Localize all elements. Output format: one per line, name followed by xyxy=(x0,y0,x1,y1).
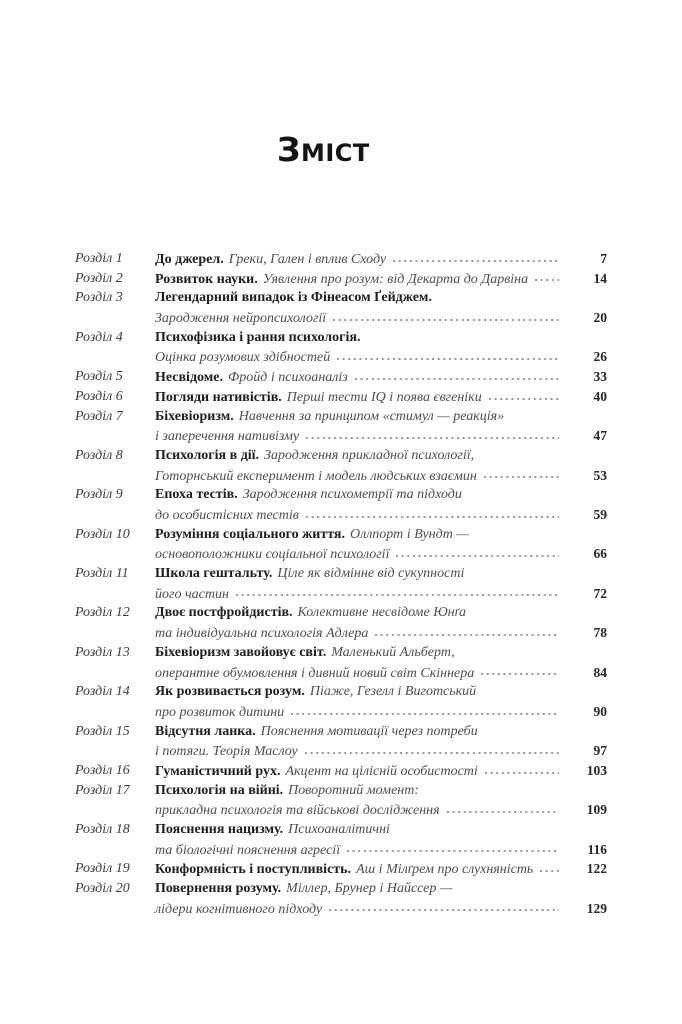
toc-line xyxy=(155,761,607,781)
chapter-label: Розділ 6 xyxy=(75,388,123,404)
chapter-label: Розділ 12 xyxy=(75,605,130,621)
page-number: 116 xyxy=(587,841,607,857)
toc-entry xyxy=(75,269,607,289)
dot-leader xyxy=(484,466,559,486)
toc-line xyxy=(155,426,607,446)
dot-leader xyxy=(333,308,559,328)
toc-entry xyxy=(75,446,607,485)
toc-line xyxy=(155,466,607,486)
toc-line xyxy=(155,308,607,328)
chapter-subtitle: до особистісних тестів xyxy=(155,508,299,523)
toc-entry xyxy=(75,387,607,407)
dot-leader xyxy=(447,800,559,820)
chapter-title: Психофізика і рання психологія. xyxy=(155,329,361,345)
chapter-label: Розділ 5 xyxy=(75,369,123,385)
toc-entry xyxy=(75,564,607,603)
chapter-subtitle: Колективне несвідоме Юнґа xyxy=(297,605,466,621)
chapter-title: Біхевіоризм. xyxy=(155,408,234,424)
chapter-title: Відсутня ланка. xyxy=(155,723,256,739)
chapter-subtitle: Оцінка розумових здібностей xyxy=(155,350,331,366)
toc-line xyxy=(155,663,607,683)
chapter-subtitle: Оллпорт і Вундт — xyxy=(349,526,469,542)
toc-entry-content xyxy=(155,288,607,327)
toc-line xyxy=(155,564,607,584)
chapter-title: Психологія на війні. xyxy=(155,782,284,798)
chapter-label: Розділ 2 xyxy=(75,270,123,286)
dot-leader xyxy=(393,249,559,269)
chapter-subtitle: Перші тести IQ і поява євгеніки xyxy=(286,389,482,405)
chapter-subtitle: Ціле як відмінне від сукупності xyxy=(277,566,465,582)
chapter-subtitle: його частин xyxy=(155,586,229,602)
chapter-subtitle: Піаже, Гезелл і Виготський xyxy=(309,684,477,700)
page-number: 78 xyxy=(593,625,607,641)
toc-line xyxy=(155,485,607,505)
toc-entry-content xyxy=(155,269,607,289)
chapter-subtitle: Зародження нейропсихології xyxy=(155,311,327,327)
page-number: 7 xyxy=(600,251,607,266)
dot-leader xyxy=(337,347,559,367)
toc-entry xyxy=(75,682,607,721)
toc-line xyxy=(155,643,607,663)
toc-entry-content xyxy=(155,564,607,603)
toc-line xyxy=(155,446,607,466)
toc-line xyxy=(155,722,607,742)
toc-line xyxy=(155,544,607,564)
chapter-title: Психологія в дії. xyxy=(155,447,260,463)
page-number: 14 xyxy=(593,270,607,286)
toc-list xyxy=(75,249,607,918)
toc-entry xyxy=(75,525,607,564)
toc-line xyxy=(155,249,607,269)
chapter-title: Легендарний випадок із Фінеасом Ґейджем. xyxy=(155,290,432,306)
toc-line xyxy=(155,525,607,545)
chapter-subtitle: Акцент на цілісній особистості xyxy=(285,763,478,779)
toc-line xyxy=(155,879,607,899)
toc-line xyxy=(155,623,607,643)
toc-line xyxy=(155,781,607,801)
toc-entry xyxy=(75,288,607,327)
toc-line xyxy=(155,899,607,919)
chapter-label: Розділ 14 xyxy=(75,684,130,700)
toc-line xyxy=(155,800,607,820)
toc-entry-content xyxy=(155,722,607,761)
dot-leader xyxy=(535,269,559,289)
chapter-label: Розділ 19 xyxy=(75,861,130,877)
chapter-title: Погляди нативістів. xyxy=(155,389,282,405)
dot-leader xyxy=(291,702,559,722)
chapter-label: Розділ 8 xyxy=(75,447,123,463)
page-title: ЗМІСТ xyxy=(277,130,370,169)
page-number: 97 xyxy=(593,743,607,759)
page-number: 103 xyxy=(586,762,607,778)
toc-entry-content xyxy=(155,387,607,407)
toc-line xyxy=(155,584,607,604)
page-number: 84 xyxy=(593,664,607,680)
toc-entry xyxy=(75,781,607,820)
toc-line xyxy=(155,328,607,348)
chapter-subtitle: Готорнський експеримент і модель людських взаємин xyxy=(155,468,477,484)
chapter-subtitle: Психоаналітичні xyxy=(288,822,390,838)
dot-leader xyxy=(481,663,559,683)
toc-line xyxy=(155,407,607,427)
chapter-subtitle: Маленький Альберт, xyxy=(331,644,455,660)
chapter-subtitle: і потяги. Теорія Маслоу xyxy=(155,744,298,760)
chapter-label: Розділ 4 xyxy=(75,329,123,345)
toc-line xyxy=(155,741,607,761)
toc-entry xyxy=(75,879,607,918)
chapter-subtitle: основоположники соціальної психології xyxy=(155,547,390,563)
dot-leader xyxy=(489,387,559,407)
page-number: 66 xyxy=(593,546,607,562)
toc-entry-content xyxy=(155,682,607,721)
toc-entry-content xyxy=(155,525,607,564)
chapter-subtitle: лідери когнітивного підходу xyxy=(155,901,323,917)
chapter-title: До джерел. xyxy=(155,252,224,267)
chapter-title: Школа гештальту. xyxy=(155,566,273,582)
chapter-label: Розділ 3 xyxy=(75,290,123,306)
page-number: 26 xyxy=(593,349,607,365)
toc-line xyxy=(155,387,607,407)
dot-leader xyxy=(396,544,559,564)
chapter-subtitle: Навчення за принципом «стимул — реакція» xyxy=(238,408,505,424)
toc-entry-content xyxy=(155,643,607,682)
dot-leader xyxy=(305,741,559,761)
chapter-subtitle: і заперечення нативізму xyxy=(155,429,300,445)
dot-leader xyxy=(375,623,559,643)
dot-leader xyxy=(236,584,559,604)
page-number: 129 xyxy=(586,900,607,916)
chapter-title: Як розвивається розум. xyxy=(155,684,305,700)
chapter-subtitle: прикладна психологія та військові дослідження xyxy=(155,803,440,819)
toc-entry xyxy=(75,859,607,879)
toc-entry xyxy=(75,407,607,446)
toc-entry xyxy=(75,722,607,761)
dot-leader xyxy=(306,426,559,446)
chapter-label: Розділ 11 xyxy=(75,566,129,582)
chapter-subtitle: про розвиток дитини xyxy=(155,704,285,720)
chapter-title: Несвідоме. xyxy=(155,370,224,386)
page-number: 109 xyxy=(586,802,607,818)
page-number: 122 xyxy=(586,861,607,877)
toc-entry xyxy=(75,367,607,387)
dot-leader xyxy=(329,899,559,919)
toc-entry-content xyxy=(155,328,607,367)
chapter-label: Розділ 16 xyxy=(75,762,130,778)
chapter-label: Розділ 18 xyxy=(75,822,130,838)
toc-line xyxy=(155,367,607,387)
chapter-label: Розділ 10 xyxy=(75,526,130,542)
chapter-label: Розділ 13 xyxy=(75,644,130,660)
chapter-subtitle: Пояснення мотивації через потреби xyxy=(260,723,478,739)
toc-entry xyxy=(75,485,607,524)
chapter-subtitle: Поворотний момент: xyxy=(288,782,419,798)
toc-entry xyxy=(75,603,607,642)
page-number: 59 xyxy=(593,507,607,522)
toc-entry-content xyxy=(155,879,607,918)
chapter-subtitle: оперантне обумовлення і дивний новий світ Скіннера xyxy=(155,665,475,681)
chapter-label: Розділ 20 xyxy=(75,881,130,897)
chapter-subtitle: та біологічні пояснення агресії xyxy=(155,842,341,858)
toc-entry-content xyxy=(155,761,607,781)
toc-entry-content xyxy=(155,407,607,446)
toc-line xyxy=(155,702,607,722)
page-number: 40 xyxy=(593,388,607,404)
toc-entry-content xyxy=(155,367,607,387)
page-number: 90 xyxy=(593,703,607,719)
toc-entry xyxy=(75,820,607,859)
toc-entry xyxy=(75,643,607,682)
chapter-title: Розуміння соціального життя. xyxy=(155,526,345,542)
chapter-title: Пояснення нацизму. xyxy=(155,822,284,838)
dot-leader xyxy=(306,505,559,525)
toc-entry-content xyxy=(155,603,607,642)
toc-entry-content xyxy=(155,249,607,269)
page-number: 47 xyxy=(593,428,607,444)
chapter-title: Епоха тестів. xyxy=(155,487,238,503)
chapter-subtitle: Уявлення про розум: від Декарта до Дарвіна xyxy=(262,271,529,287)
dot-leader xyxy=(347,840,559,860)
chapter-label: Розділ 1 xyxy=(75,251,123,266)
chapter-subtitle: Зародження психометрії та підходи xyxy=(242,487,462,503)
toc-line xyxy=(155,859,607,879)
chapter-subtitle: Зародження прикладної психології, xyxy=(264,447,475,463)
toc-line xyxy=(155,347,607,367)
toc-line xyxy=(155,269,607,289)
chapter-title: Двоє постфройдистів. xyxy=(155,605,293,621)
toc-entry xyxy=(75,249,607,269)
page-number: 53 xyxy=(593,467,607,483)
chapter-title: Біхевіоризм завойовує світ. xyxy=(155,644,327,660)
chapter-subtitle: Аш і Мілґрем про слухняність xyxy=(356,862,534,878)
toc-entry-content xyxy=(155,485,607,524)
toc-entry-content xyxy=(155,781,607,820)
toc-entry-content xyxy=(155,820,607,859)
chapter-label: Розділ 17 xyxy=(75,782,130,798)
toc-line xyxy=(155,505,607,525)
page-number: 20 xyxy=(593,310,607,326)
chapter-subtitle: Греки, Гален і вплив Сходу xyxy=(228,252,387,267)
page-number: 33 xyxy=(593,369,607,385)
toc-entry-content xyxy=(155,446,607,485)
dot-leader xyxy=(485,761,559,781)
toc-entry xyxy=(75,328,607,367)
toc-line xyxy=(155,288,607,308)
chapter-label: Розділ 9 xyxy=(75,487,123,503)
toc-entry-content xyxy=(155,859,607,879)
page-number: 72 xyxy=(593,585,607,601)
chapter-label: Розділ 7 xyxy=(75,408,123,424)
chapter-title: Повернення розуму. xyxy=(155,881,282,897)
toc-line xyxy=(155,603,607,623)
toc-line xyxy=(155,820,607,840)
chapter-title: Розвиток науки. xyxy=(155,271,258,287)
toc-line xyxy=(155,682,607,702)
chapter-title: Гуманістичний рух. xyxy=(155,763,281,779)
dot-leader xyxy=(540,859,559,879)
chapter-subtitle: та індивідуальна психологія Адлера xyxy=(155,626,369,642)
chapter-title: Конформність і поступливість. xyxy=(155,862,352,878)
chapter-subtitle: Фройд і психоаналіз xyxy=(228,370,348,386)
chapter-subtitle: Міллер, Брунер і Найссер — xyxy=(286,881,453,897)
toc-line xyxy=(155,840,607,860)
dot-leader xyxy=(355,367,559,387)
chapter-label: Розділ 15 xyxy=(75,723,130,739)
toc-entry xyxy=(75,761,607,781)
